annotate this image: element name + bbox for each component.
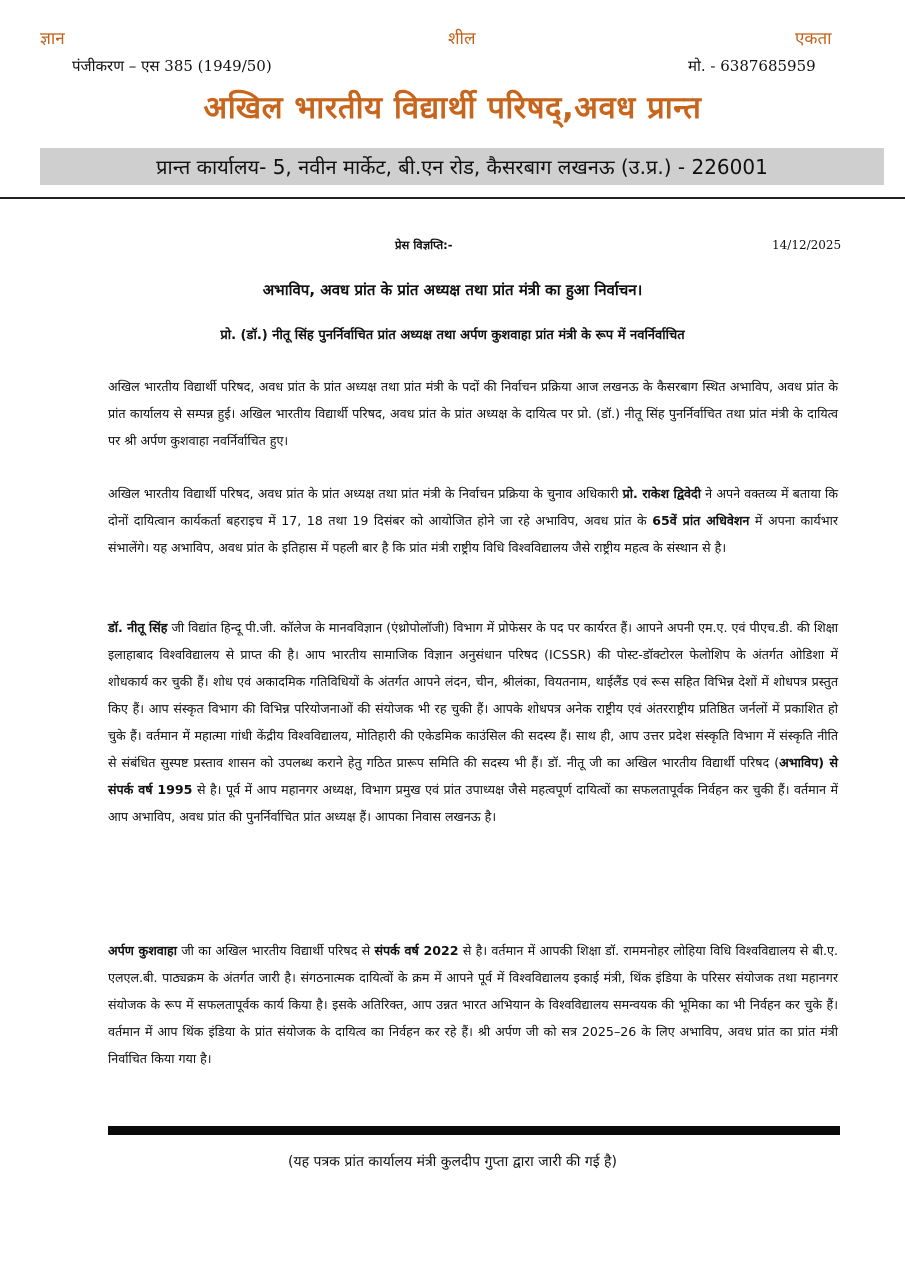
organization-title: अखिल भारतीय विद्यार्थी परिषद्,अवध प्रान्त — [203, 90, 702, 126]
paragraph-text: से है। पूर्व में आप महानगर अध्यक्ष, विभाग प्रमुख एवं प्रांत उपाध्यक्ष जैसे महत्वपूर्ण दायित्वों का सफलतापूर्वक निर्वहन कर चुकी हैं। वर्तमान में आप अभाविप, अवध प्रांत की पुनर्निर्वाचित प्रांत अध्यक्ष हैं। आपका निवास लखनऊ है। — [108, 782, 838, 824]
paragraph-neetu-singh-profile — [108, 614, 838, 830]
registration-number: पंजीकरण – एस 385 (1949/50) — [72, 57, 272, 75]
motto-gyan: ज्ञान — [40, 29, 65, 49]
paragraph-election-summary — [108, 373, 838, 454]
paragraph-text: ने अपने वक्तव्य में बताया कि दोनों दायित्वान कार्यकर्ता बहराइच में 17, 18 तथा 19 दिसंबर को आयोजित होने जा रहे अभाविप, अवध प्रांत के — [108, 486, 838, 528]
paragraph-text: जी का अखिल भारतीय विद्यार्थी परिषद से — [177, 943, 375, 958]
motto-sheel: शील — [448, 29, 476, 49]
press-release-label: प्रेस विज्ञप्ति:- — [395, 238, 453, 252]
secretary-name: अर्पण कुशवाहा — [108, 943, 178, 958]
header-divider — [0, 197, 905, 199]
press-release-date: 14/12/2025 — [772, 238, 842, 252]
motto-ekta: एकता — [795, 29, 832, 49]
paragraph-election-officer — [108, 480, 838, 561]
paragraph-arpan-kushwaha-profile — [108, 937, 838, 1072]
paragraph-text: से है। वर्तमान में आपकी शिक्षा डॉ. राममनोहर लोहिया विधि विश्वविद्यालय से बी.ए. एलएल.बी. पाठ्यक्रम के अंतर्गत जारी है। संगठनात्मक दायित्वों के क्रम में आपने पूर्व में विश्वविद्यालय इकाई मंत्री, थिंक इंडिया के परिसर संयोजक तथा महानगर संयोजक के रूप में सफलतापूर्वक कार्य किया है। इसके अतिरिक्त, आप उन्नत भारत अभियान के विश्वविद्यालय समन्वयक की भूमिका का भी निर्वहन कर चुके हैं। वर्तमान में आप थिंक इंडिया के प्रांत संयोजक के दायित्व का निर्वहन कर रहे हैं। श्री अर्पण जी को सत्र 2025–26 के लिए अभाविप, अवध प्रांत का प्रांत मंत्री निर्वाचित किया गया है। — [108, 943, 838, 1066]
headline: अभाविप, अवध प्रांत के प्रांत अध्यक्ष तथा प्रांत मंत्री का हुआ निर्वाचन। — [262, 281, 643, 299]
contact-year-highlight: अभाविप) से संपर्क वर्ष 1995 — [108, 755, 839, 797]
election-officer-name: प्रो. राकेश द्विवेदी — [622, 486, 702, 501]
contact-year-highlight: संपर्क वर्ष 2022 — [374, 943, 459, 958]
mobile-number: मो. - 6387685959 — [688, 57, 816, 75]
subheadline: प्रो. (डॉ.) नीतू सिंह पुनर्निर्वाचित प्रांत अध्यक्ष तथा अर्पण कुशवाहा प्रांत मंत्री के रूप में नवर्निर्वाचित — [220, 328, 685, 343]
footer-divider — [108, 1126, 840, 1135]
president-name: डॉ. नीतू सिंह — [108, 620, 168, 635]
footer-note: (यह पत्रक प्रांत कार्यालय मंत्री कुलदीप गुप्ता द्वारा जारी की गई है) — [288, 1154, 617, 1170]
paragraph-text: जी विद्यांत हिन्दू पी.जी. कॉलेज के मानवविज्ञान (एंथ्रोपोलॉजी) विभाग में प्रोफेसर के पद पर कार्यरत हैं। आपने अपनी एम.ए. एवं पीएच.डी. की शिक्षा इलाहाबाद विश्वविद्यालय से प्राप्त की है। आप भारतीय सामाजिक विज्ञान अनुसंधान परिषद (ICSSR) की पोस्ट-डॉक्टोरल फेलोशिप के अंतर्गत ओडिशा में शोधकार्य कर चुकी हैं। शोध एवं अकादमिक गतिविधियों के अंतर्गत आपने लंदन, चीन, श्रीलंका, वियतनाम, थाईलैंड एवं रूस सहित विभिन्न देशों में शोधपत्र प्रस्तुत किए हैं। आप संस्कृत विभाग की विभिन्न परियोजनाओं की संयोजक भी रह चुकी हैं। आपके शोधपत्र अनेक राष्ट्रीय एवं अंतरराष्ट्रीय प्रतिष्ठित जर्नलों में प्रकाशित हो चुके हैं। वर्तमान में महात्मा गांधी केंद्रीय विश्वविद्यालय, मोतिहारी की एकेडमिक काउंसिल की सदस्य हैं। साथ ही, आप उत्तर प्रदेश संस्कृति विभाग में संस्कृति नीति से संबंधित सुस्पष्ट प्रस्ताव शासन को उपलब्ध कराने हेतु गठित प्रारूप समिति की सदस्य भी हैं। डॉ. नीतू जी का अखिल भारतीय विद्यार्थी परिषद ( — [108, 620, 838, 770]
convention-name: 65वें प्रांत अधिवेशन — [652, 513, 750, 528]
paragraph-text: में अपना कार्यभार संभालेंगे। यह अभाविप, अवध प्रांत के इतिहास में पहली बार है कि प्रांत मंत्री राष्ट्रीय विधि विश्वविद्यालय जैसे राष्ट्रीय महत्व के संस्थान से है। — [108, 513, 838, 555]
paragraph-text: अखिल भारतीय विद्यार्थी परिषद, अवध प्रांत के प्रांत अध्यक्ष तथा प्रांत मंत्री के पदों की निर्वाचन प्रक्रिया आज लखनऊ के कैसरबाग स्थित अभाविप, अवध प्रांत के प्रांत कार्यालय से सम्पन्न हुई। अखिल भारतीय विद्यार्थी परिषद, अवध प्रांत के प्रांत अध्यक्ष के दायित्व पर प्रो. (डॉ.) नीतू सिंह पुनर्निर्वाचित तथा प्रांत मंत्री के दायित्व पर श्री अर्पण कुशवाहा नवर्निर्वाचित हुए। — [108, 379, 838, 448]
office-address: प्रान्त कार्यालय- 5, नवीन मार्केट, बी.एन रोड, कैसरबाग लखनऊ (उ.प्र.) - 226001 — [156, 155, 768, 179]
paragraph-text: अखिल भारतीय विद्यार्थी परिषद, अवध प्रांत के प्रांत अध्यक्ष तथा प्रांत मंत्री के निर्वाचन प्रक्रिया के चुनाव अधिकारी — [108, 486, 623, 501]
